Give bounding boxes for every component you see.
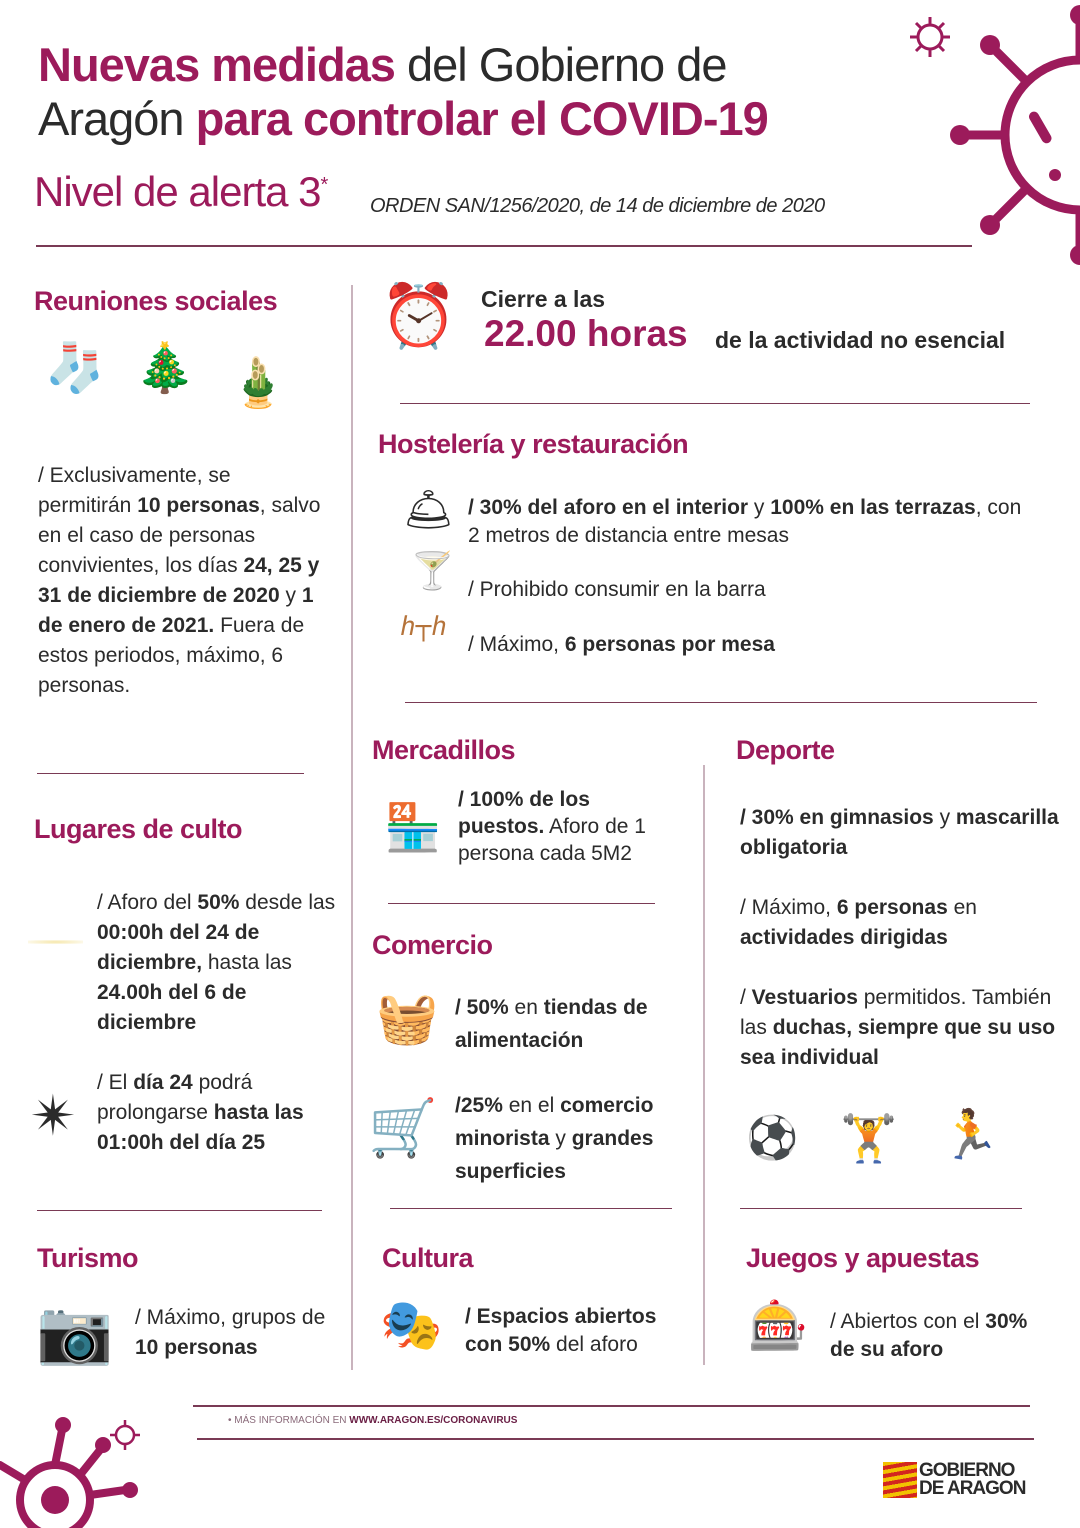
cultura-text (465, 1303, 695, 1359)
coronavirus-link[interactable]: WWW.ARAGON.ES/CORONAVIRUS (349, 1415, 518, 1426)
deporte-item (740, 893, 1060, 953)
text: / El (97, 1071, 134, 1094)
text: y (549, 1127, 572, 1150)
cloche-icon: 🛎 (403, 488, 454, 532)
section-title-comercio: Comercio (372, 930, 493, 960)
text: , con 2 metros de distancia entre mesas (468, 496, 1022, 547)
stocking-icon: 🧦 (45, 342, 105, 395)
bold-text: tiendas de alimentación (455, 996, 648, 1052)
cierre-pre: Cierre a las (481, 286, 606, 312)
logo-line-2: DE ARAGON (919, 1478, 1026, 1499)
text: en (508, 996, 544, 1019)
reuniones-text (38, 461, 323, 701)
divider (405, 702, 1037, 703)
column-divider (351, 285, 353, 1370)
casino-chips-icon: 🎰 (748, 1300, 808, 1353)
section-title-cultura: Cultura (382, 1243, 473, 1273)
table-chairs-icon: ℎ┬ℎ (400, 612, 447, 642)
cierre-time: 22.00 horas (484, 313, 688, 354)
text: Aforo de 1 persona cada 5M2 (458, 815, 646, 865)
text: del aforo (550, 1333, 638, 1356)
gobierno-aragon-logo (883, 1462, 1025, 1498)
bold-text: 00:00h del 24 de diciembre, (97, 921, 260, 974)
bold-text: hasta las 01:00h del día 25 (97, 1101, 304, 1154)
virus-icon (940, 0, 1080, 270)
alert-footnote-mark: * (320, 174, 328, 196)
weightlifter-icon: 🏋 (840, 1112, 898, 1164)
text: podrá prolongarse (97, 1071, 253, 1124)
title-line-1 (38, 38, 768, 92)
bold-text: / Espacios abiertos con 50% (465, 1305, 657, 1356)
text: en el (502, 1094, 561, 1117)
text: / Exclusivamente, se permitirán (38, 464, 231, 517)
shopping-cart-icon: 🛒 (368, 1096, 438, 1159)
bold-text: Nuevas medidas (38, 38, 395, 91)
text: hasta las (202, 951, 292, 974)
deporte-item (740, 803, 1060, 863)
title-line-2 (38, 92, 768, 146)
culto-text-1 (97, 888, 347, 1038)
bold-text: día 24 (133, 1071, 193, 1094)
divider (36, 245, 972, 247)
bold-text: /25% (455, 1094, 503, 1117)
divider (37, 773, 304, 774)
divider (37, 1210, 322, 1211)
column-divider (703, 765, 705, 1365)
comercio-item (455, 991, 695, 1057)
text: Fuera de estos periodos, máximo, 6 personas. (38, 614, 305, 697)
section-title-mercadillos: Mercadillos (372, 735, 516, 765)
juegos-text (830, 1308, 1030, 1364)
bold-text: 30% de su aforo (830, 1310, 1028, 1361)
text: en (947, 896, 977, 919)
section-title-hosteleria: Hostelería y restauración (378, 429, 689, 459)
divider (388, 903, 655, 904)
bold-text: Vestuarios (751, 986, 858, 1009)
text: / Abiertos con el (830, 1310, 986, 1333)
bold-text: 6 personas por mesa (564, 633, 775, 656)
divider (193, 1405, 1030, 1407)
bold-text: para controlar el COVID-19 (195, 92, 768, 145)
alert-level (34, 168, 327, 216)
bold-text: / 30% del aforo en el interior (468, 496, 749, 519)
cierre-post: de la actividad no esencial (715, 327, 1006, 353)
section-title-deporte: Deporte (736, 735, 835, 765)
bold-text: 10 personas (137, 494, 260, 517)
culto-text-2 (97, 1068, 342, 1158)
section-title-turismo: Turismo (37, 1243, 139, 1273)
text: permitidos. También las (740, 986, 1052, 1039)
bold-text: grandes superficies (455, 1127, 654, 1183)
divider (197, 1438, 1034, 1440)
camera-icon: 📷 (36, 1298, 114, 1367)
text: Aragón (38, 92, 196, 145)
cocktail-icon: 🍸 (410, 550, 455, 591)
bold-text: duchas, siempre que su uso sea individual (740, 1016, 1056, 1069)
text: del Gobierno de (394, 38, 727, 91)
logo-line-1: GOBIERNO (919, 1460, 1015, 1481)
bold-text: 6 personas (836, 896, 948, 919)
virus-bottom-icon (0, 1405, 160, 1528)
more-info: • MÁS INFORMACIÓN EN WWW.ARAGON.ES/CORONAVIRUS (228, 1415, 518, 1426)
order-reference: ORDEN SAN/1256/2020, de 14 de diciembre de 2020 (370, 195, 825, 217)
bold-text: 1 de enero de 2021. (38, 584, 314, 637)
more-info-label: MÁS INFORMACIÓN EN (234, 1415, 350, 1426)
text: , salvo en el caso de personas convivientes, los días (38, 494, 321, 577)
soccer-ball-icon: ⚽ (746, 1114, 799, 1161)
text: / Máximo, grupos de (135, 1306, 326, 1329)
bold-text: 100% en las terrazas (770, 496, 976, 519)
small-virus-icon (905, 12, 955, 62)
hosteleria-item (468, 575, 766, 605)
hosteleria-item (468, 630, 775, 660)
bold-text: actividades dirigidas (740, 926, 948, 949)
turismo-text (135, 1303, 335, 1363)
bold-text: 50% (197, 891, 240, 914)
text: y (933, 806, 956, 829)
christmas-tree-icon: 🎄 (135, 342, 195, 395)
text: / (740, 986, 752, 1009)
text: / Aforo del (97, 891, 198, 914)
runner-icon: 🏃 (940, 1109, 1000, 1162)
star-icon: ✴ (30, 1084, 77, 1147)
grocery-basket-icon: 🧺 (376, 990, 439, 1046)
text: desde las (239, 891, 336, 914)
text: y (279, 584, 302, 607)
alert-level-text: Nivel de alerta 3 (34, 168, 321, 215)
hosteleria-item (468, 494, 1038, 550)
divider (740, 1208, 1022, 1209)
comercio-item (455, 1089, 700, 1188)
divider (390, 1208, 672, 1209)
market-stall-icon: 🏪 (384, 801, 442, 853)
mercadillos-text (458, 786, 678, 867)
bold-text: 24.00h del 6 de diciembre (97, 981, 247, 1034)
alarm-clock-icon: ⏰ (380, 282, 458, 351)
bold-text: comercio minorista (455, 1094, 654, 1150)
aragon-flag-icon (883, 1462, 917, 1498)
sparkle-icon (28, 940, 83, 944)
bold-text: 24, 25 y 31 de diciembre de 2020 (38, 554, 320, 607)
page-title (38, 38, 768, 146)
text: / Prohibido consumir en la barra (468, 578, 766, 601)
section-title-culto: Lugares de culto (34, 814, 243, 844)
bold-text: 10 personas (135, 1336, 258, 1359)
deporte-item (740, 983, 1060, 1073)
theater-masks-icon: 🎭 (380, 1297, 443, 1353)
text: / Máximo, (740, 896, 837, 919)
bold-text: / 100% de los puestos. (458, 788, 590, 838)
section-title-juegos: Juegos y apuestas (746, 1243, 980, 1273)
section-title-reuniones: Reuniones sociales (34, 286, 278, 316)
bold-text: / 50% (455, 996, 509, 1019)
ornaments-icon: 🎍 (228, 357, 288, 410)
text: y (748, 496, 771, 519)
bold-text: mascarilla obligatoria (740, 806, 1059, 859)
text: / Máximo, (468, 633, 565, 656)
bold-text: / 30% en gimnasios (740, 806, 934, 829)
divider (400, 403, 1030, 404)
